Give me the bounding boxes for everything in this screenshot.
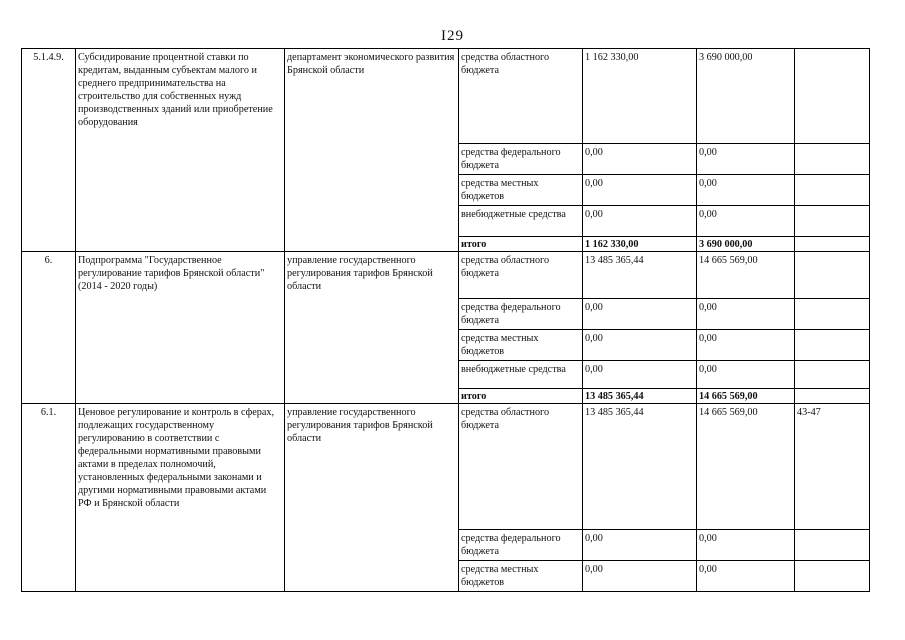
indicator-ref xyxy=(795,361,870,389)
indicator-ref xyxy=(795,330,870,361)
funding-source: средства местных бюджетов xyxy=(459,561,583,592)
measure-name: Субсидирование процентной ставки по кредитам, выданным субъектам малого и среднего предпринимательства на строительство для собственных нужд производственных зданий или приобретение оборудования xyxy=(76,49,285,252)
funding-source: итого xyxy=(459,237,583,252)
amount-2: 14 665 569,00 xyxy=(697,252,795,299)
amount-2: 0,00 xyxy=(697,299,795,330)
table-row xyxy=(22,49,870,144)
funding-source: средства федерального бюджета xyxy=(459,299,583,330)
table-row xyxy=(22,252,870,299)
amount-2: 3 690 000,00 xyxy=(697,49,795,144)
page-number: I29 xyxy=(441,28,464,44)
indicator-ref xyxy=(795,252,870,299)
row-number: 5.1.4.9. xyxy=(22,49,76,252)
funding-source: средства местных бюджетов xyxy=(459,330,583,361)
amount-1: 0,00 xyxy=(583,206,697,237)
executor: управление государственного регулирования тарифов Брянской области xyxy=(285,404,459,592)
table-row xyxy=(22,404,870,530)
amount-2: 0,00 xyxy=(697,144,795,175)
amount-2: 0,00 xyxy=(697,561,795,592)
amount-2: 0,00 xyxy=(697,175,795,206)
amount-1: 0,00 xyxy=(583,144,697,175)
indicator-ref xyxy=(795,299,870,330)
amount-2: 0,00 xyxy=(697,361,795,389)
funding-source: итого xyxy=(459,389,583,404)
funding-source: средства местных бюджетов xyxy=(459,175,583,206)
amount-2: 3 690 000,00 xyxy=(697,237,795,252)
executor: департамент экономического развития Брянской области xyxy=(285,49,459,252)
amount-2: 14 665 569,00 xyxy=(697,404,795,530)
funding-source: внебюджетные средства xyxy=(459,361,583,389)
row-number: 6. xyxy=(22,252,76,404)
funding-source: средства областного бюджета xyxy=(459,49,583,144)
measure-name: Подпрограмма "Государственное регулирование тарифов Брянской области" (2014 - 2020 годы) xyxy=(76,252,285,404)
amount-2: 0,00 xyxy=(697,330,795,361)
amount-1: 0,00 xyxy=(583,330,697,361)
indicator-ref xyxy=(795,49,870,144)
executor: управление государственного регулирования тарифов Брянской области xyxy=(285,252,459,404)
indicator-ref xyxy=(795,389,870,404)
measure-name: Ценовое регулирование и контроль в сферах, подлежащих государственному регулированию в соответствии с федеральными нормативными правовыми актами в пределах полномочий, установленных федеральными законами и другими нормативными правовыми актами РФ и Брянской области xyxy=(76,404,285,592)
amount-1: 13 485 365,44 xyxy=(583,252,697,299)
funding-source: внебюджетные средства xyxy=(459,206,583,237)
row-number: 6.1. xyxy=(22,404,76,592)
amount-2: 0,00 xyxy=(697,206,795,237)
amount-1: 1 162 330,00 xyxy=(583,49,697,144)
funding-source: средства областного бюджета xyxy=(459,252,583,299)
amount-1: 0,00 xyxy=(583,530,697,561)
amount-2: 14 665 569,00 xyxy=(697,389,795,404)
amount-1: 0,00 xyxy=(583,361,697,389)
indicator-ref xyxy=(795,237,870,252)
amount-1: 13 485 365,44 xyxy=(583,404,697,530)
amount-1: 0,00 xyxy=(583,175,697,206)
indicator-ref xyxy=(795,144,870,175)
amount-2: 0,00 xyxy=(697,530,795,561)
amount-1: 1 162 330,00 xyxy=(583,237,697,252)
indicator-ref xyxy=(795,530,870,561)
budget-table xyxy=(21,48,870,592)
indicator-ref: 43-47 xyxy=(795,404,870,530)
amount-1: 13 485 365,44 xyxy=(583,389,697,404)
amount-1: 0,00 xyxy=(583,299,697,330)
indicator-ref xyxy=(795,175,870,206)
funding-source: средства федерального бюджета xyxy=(459,530,583,561)
funding-source: средства областного бюджета xyxy=(459,404,583,530)
indicator-ref xyxy=(795,206,870,237)
amount-1: 0,00 xyxy=(583,561,697,592)
funding-source: средства федерального бюджета xyxy=(459,144,583,175)
indicator-ref xyxy=(795,561,870,592)
